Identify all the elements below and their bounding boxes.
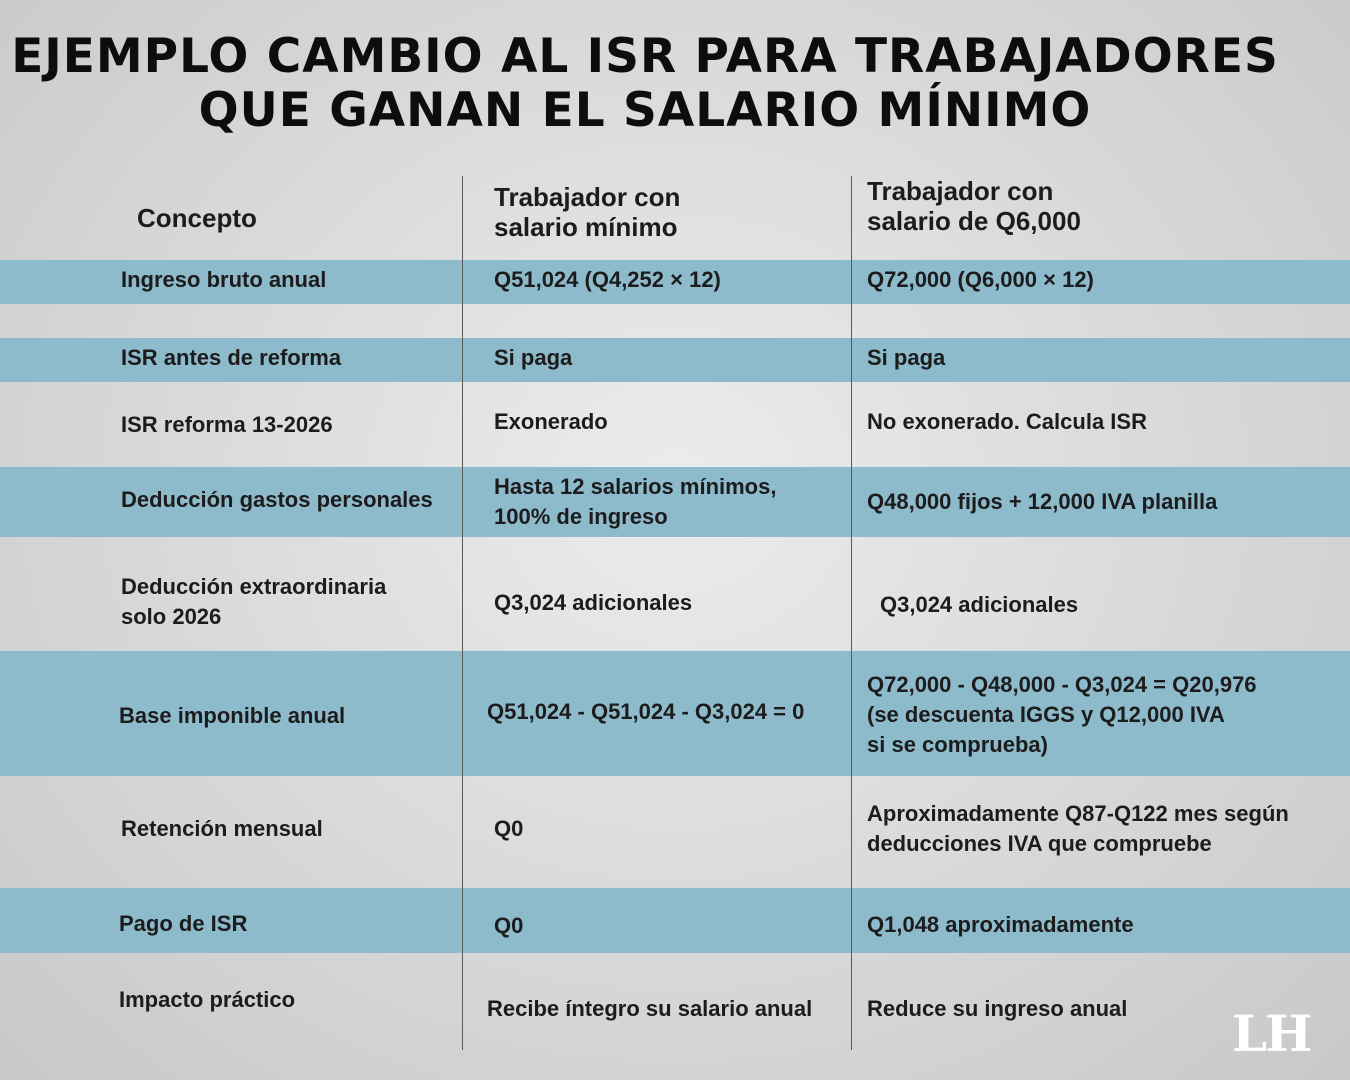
table-cell-min: Q3,024 adicionales — [494, 590, 693, 615]
page-title — [0, 30, 1290, 138]
table-cell-concept: Deducción extraordinaria solo 2026 — [121, 574, 387, 629]
table-cell-q6000: Si paga — [867, 345, 946, 370]
table-cell-min: Hasta 12 salarios mínimos, 100% de ingreso — [494, 474, 777, 529]
table-cell-concept: Impacto práctico — [119, 987, 296, 1012]
brand-logo: LH — [1232, 1004, 1311, 1063]
table-cell-min: Exonerado — [494, 409, 608, 434]
table-cell-min: Q0 — [494, 913, 524, 938]
table-cell-concept: Base imponible anual — [119, 703, 346, 728]
table-cell-q6000: Q3,024 adicionales — [880, 592, 1079, 617]
table-cell-concept: Pago de ISR — [119, 911, 248, 936]
title-line-1: EJEMPLO CAMBIO AL ISR PARA TRABAJADORES — [11, 29, 1279, 84]
table-cell-concept: Ingreso bruto anual — [121, 267, 327, 292]
table-cell-q6000: Aproximadamente Q87-Q122 mes según deducciones IVA que compruebe — [867, 801, 1289, 856]
table-cell-q6000: Q72,000 - Q48,000 - Q3,024 = Q20,976 (se descuenta IGGS y Q12,000 IVA si se comprueba) — [867, 672, 1257, 757]
table-cell-q6000: Q72,000 (Q6,000 × 12) — [867, 267, 1094, 292]
table-cell-concept: ISR antes de reforma — [121, 345, 342, 370]
table-cell-min: Q51,024 - Q51,024 - Q3,024 = 0 — [487, 699, 805, 724]
table-cell-concept: Deducción gastos personales — [121, 487, 433, 512]
header-concepto: Concepto — [137, 203, 257, 233]
title-line-2: QUE GANAN EL SALARIO MÍNIMO — [198, 83, 1092, 138]
table-cell-q6000: Q48,000 fijos + 12,000 IVA planilla — [867, 489, 1218, 514]
table-cell-q6000: Reduce su ingreso anual — [867, 996, 1128, 1021]
table-cell-q6000: No exonerado. Calcula ISR — [867, 409, 1147, 434]
table-cell-min: Q0 — [494, 816, 524, 841]
table-cell-q6000: Q1,048 aproximadamente — [867, 912, 1134, 937]
column-divider-2 — [851, 176, 852, 1050]
table-cell-concept: ISR reforma 13-2026 — [121, 412, 333, 437]
table-cell-concept: Retención mensual — [121, 816, 323, 841]
header-salario-minimo: Trabajador con salario mínimo — [494, 182, 681, 242]
table-cell-min: Si paga — [494, 345, 573, 370]
table-cell-min: Recibe íntegro su salario anual — [487, 996, 813, 1021]
header-salario-q6000: Trabajador con salario de Q6,000 — [867, 176, 1081, 236]
column-divider-1 — [462, 176, 463, 1050]
table-cell-min: Q51,024 (Q4,252 × 12) — [494, 267, 721, 292]
